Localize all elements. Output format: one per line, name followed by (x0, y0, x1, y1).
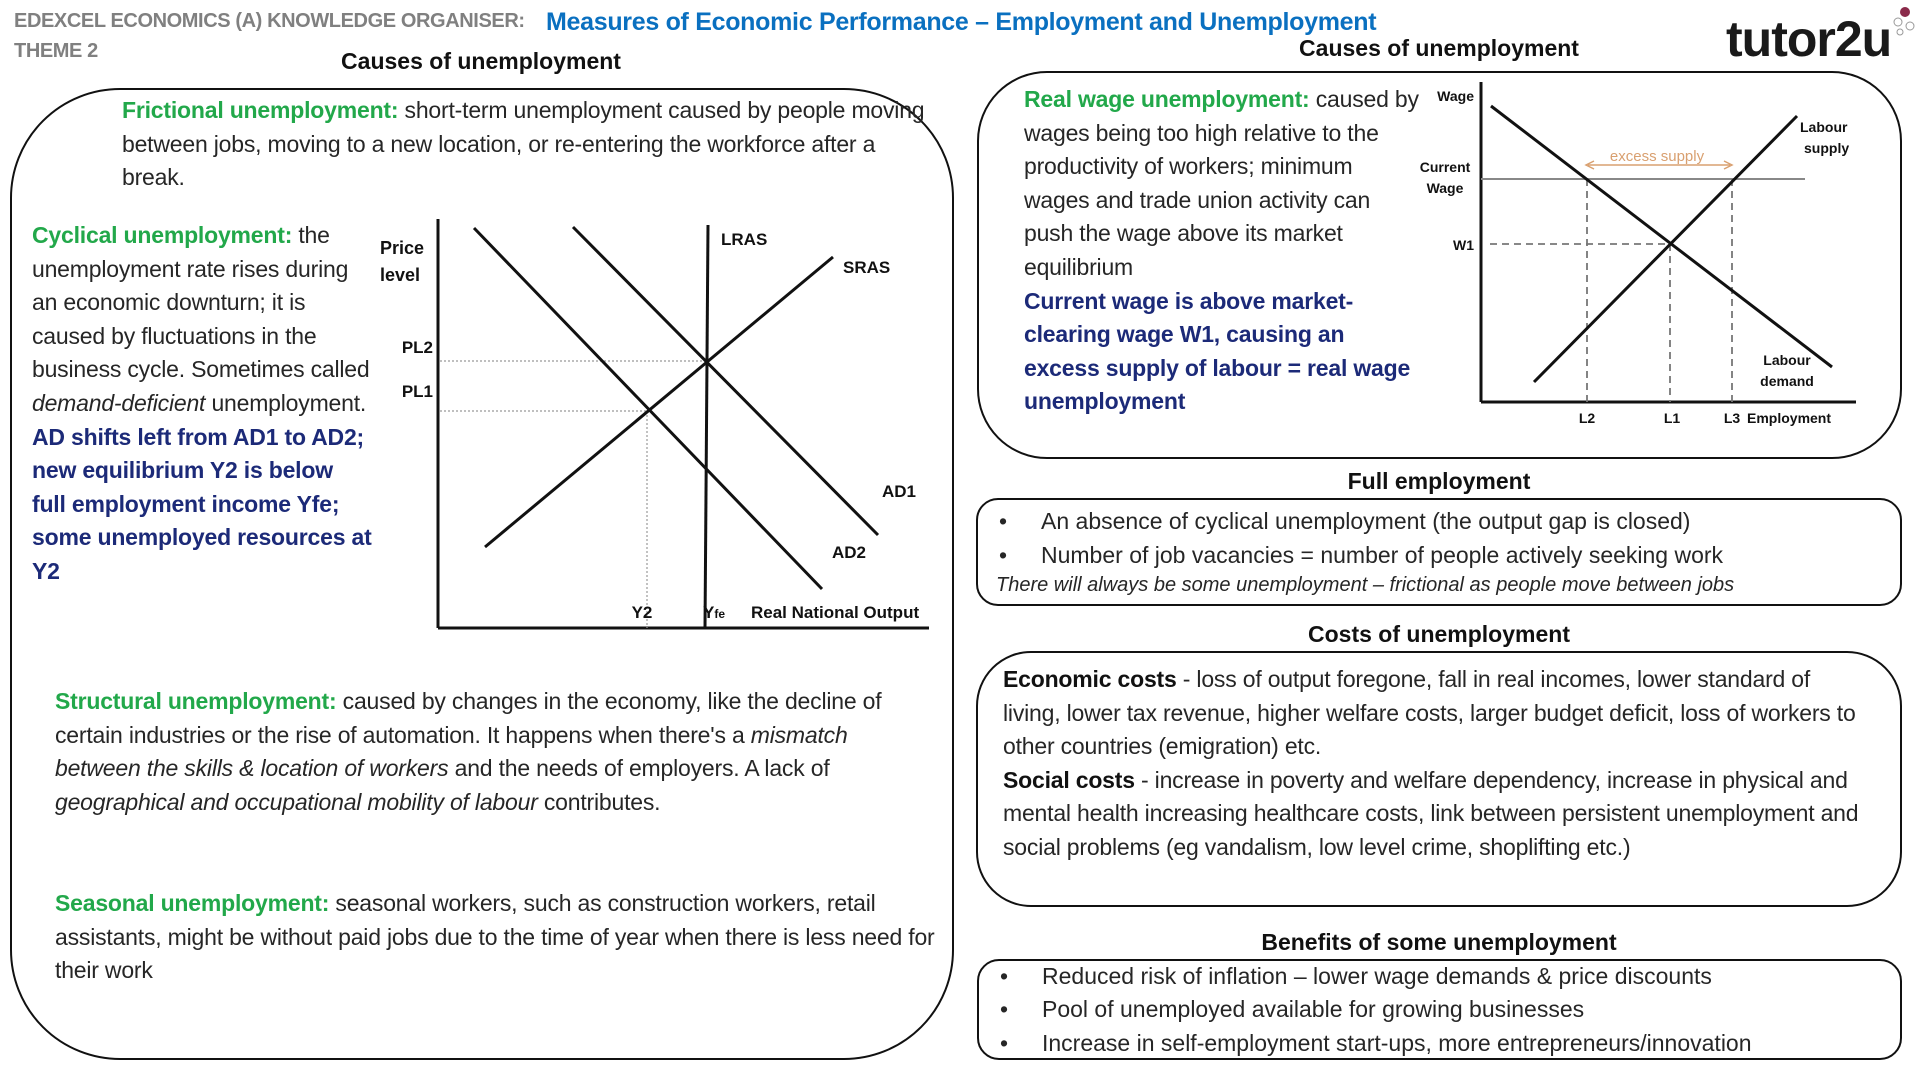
current-wage-label-2: Wage (1426, 180, 1464, 196)
yfe-label: Yfe (703, 603, 726, 622)
labour-demand-label-2: demand (1760, 373, 1814, 389)
structural-term: Structural unemployment: (55, 688, 337, 714)
sras-curve (485, 257, 833, 547)
l2-label: L2 (1578, 410, 1596, 426)
left-heading: Causes of unemployment (341, 48, 621, 74)
lras-label: LRAS (721, 230, 768, 249)
benefits-bullet: • Increase in self-employment start-ups, more entrepreneurs/innovation (1000, 1030, 1752, 1056)
seasonal-term: Seasonal unemployment: (55, 890, 330, 916)
wage-axis-label: Wage (1437, 88, 1474, 104)
organiser-label: EDEXCEL ECONOMICS (A) KNOWLEDGE ORGANISER: (14, 10, 525, 32)
frictional-term: Frictional unemployment: (122, 97, 399, 123)
frictional-desc: short-term unemployment caused by people moving between jobs, moving to a new location, or re-entering the workforce after a break. (122, 97, 925, 191)
cyclical-desc-2: unemployment. (205, 389, 367, 416)
economic-costs-term: Economic costs (1003, 666, 1177, 692)
w1-label: W1 (1453, 237, 1474, 253)
labour-demand-label-1: Labour (1763, 352, 1811, 368)
lras-curve (705, 225, 708, 628)
labour-demand-curve (1491, 106, 1832, 367)
current-wage-label-1: Current (1419, 159, 1471, 175)
l1-label: L1 (1663, 410, 1681, 426)
sras-label: SRAS (843, 258, 891, 277)
structural-desc: caused by changes in the economy, like the decline of certain industries or the rise of automation. It happens when there's a (55, 688, 882, 748)
employment-axis-label: Employment (1747, 410, 1832, 426)
real-wage-highlight: Current wage is above market-clearing wage W1, causing an excess supply of labour = real wage unemployment (1024, 287, 1411, 415)
l3-label: L3 (1723, 410, 1741, 426)
real-wage-text (1024, 83, 1424, 419)
labour-market-diagram (1400, 60, 1900, 440)
seasonal-desc: seasonal workers, such as construction workers, retail assistants, might be without paid jobs due to the time of year when there is less need for their work (55, 890, 935, 984)
full-employment-bullet: • An absence of cyclical unemployment (the output gap is closed) (999, 508, 1691, 534)
benefits-heading: Benefits of some unemployment (1261, 929, 1617, 955)
cyclical-desc: the unemployment rate rises during an economic downturn; it is caused by fluctuations in the business cycle. Sometimes called (32, 222, 370, 383)
cyclical-term: Cyclical unemployment: (32, 222, 293, 248)
ad-as-diagram (0, 0, 960, 700)
full-employment-heading: Full employment (1347, 468, 1531, 494)
y2-label: Y2 (631, 603, 653, 622)
cyclical-italic: demand-deficient (32, 389, 206, 416)
seasonal-text (55, 887, 935, 988)
flower-logo-icon (1890, 0, 1920, 40)
structural-italic-2: geographical and occupational mobility of labour (55, 788, 538, 815)
x-axis-label: Real National Output (751, 603, 920, 622)
y-axis-label-2: level (380, 265, 421, 285)
benefits-bullet: • Reduced risk of inflation – lower wage demands & price discounts (1000, 963, 1712, 989)
y-axis-label-1: Price (380, 238, 425, 258)
structural-italic-1: mismatch between the skills & location of workers (55, 721, 848, 782)
tutor2u-logo: tutor2u (1726, 11, 1892, 67)
ad1-label: AD1 (882, 482, 917, 501)
costs-heading: Costs of unemployment (1308, 621, 1570, 647)
structural-text (55, 685, 915, 819)
costs-text (1003, 663, 1863, 865)
right-heading: Causes of unemployment (1299, 35, 1579, 61)
theme-label: THEME 2 (14, 40, 98, 62)
structural-desc-3: contributes. (537, 788, 661, 815)
pl1-label: PL1 (401, 382, 433, 401)
page-title: Measures of Economic Performance – Employment and Unemployment (546, 8, 1377, 36)
social-costs-desc: - increase in poverty and welfare dependency, increase in physical and mental health increasing healthcare costs, link between persistent unemployment and social problems (eg vandalism, low level crime, shoplifting etc.) (1003, 766, 1859, 860)
benefits-bullet: • Pool of unemployed available for growing businesses (1000, 996, 1585, 1022)
structural-desc-2: and the needs of employers. A lack of (448, 755, 830, 782)
pl2-label: PL2 (401, 338, 433, 357)
economic-costs-desc: - loss of output foregone, fall in real incomes, lower standard of living, lower tax revenue, higher welfare costs, larger budget deficit, loss of workers to other countries (emigration) etc. (1003, 666, 1856, 760)
real-wage-desc: caused by wages being too high relative to the productivity of workers; minimum wages and trade union activity can push the wage above its market equilibrium (1024, 86, 1419, 280)
real-wage-term: Real wage unemployment: (1024, 86, 1310, 112)
labour-supply-label-2: supply (1804, 140, 1850, 156)
excess-supply-label: excess supply (1609, 148, 1705, 165)
cyclical-highlight: AD shifts left from AD1 to AD2; new equilibrium Y2 is below full employment income Yfe; some unemployed resources at Y2 (32, 423, 372, 584)
full-employment-note: There will always be some unemployment – frictional as people move between jobs (996, 574, 1735, 596)
ad2-curve (474, 228, 822, 589)
full-employment-bullet: • Number of job vacancies = number of people actively seeking work (999, 542, 1724, 568)
labour-supply-label-1: Labour (1800, 119, 1848, 135)
social-costs-term: Social costs (1003, 766, 1135, 793)
ad2-label: AD2 (832, 543, 867, 562)
